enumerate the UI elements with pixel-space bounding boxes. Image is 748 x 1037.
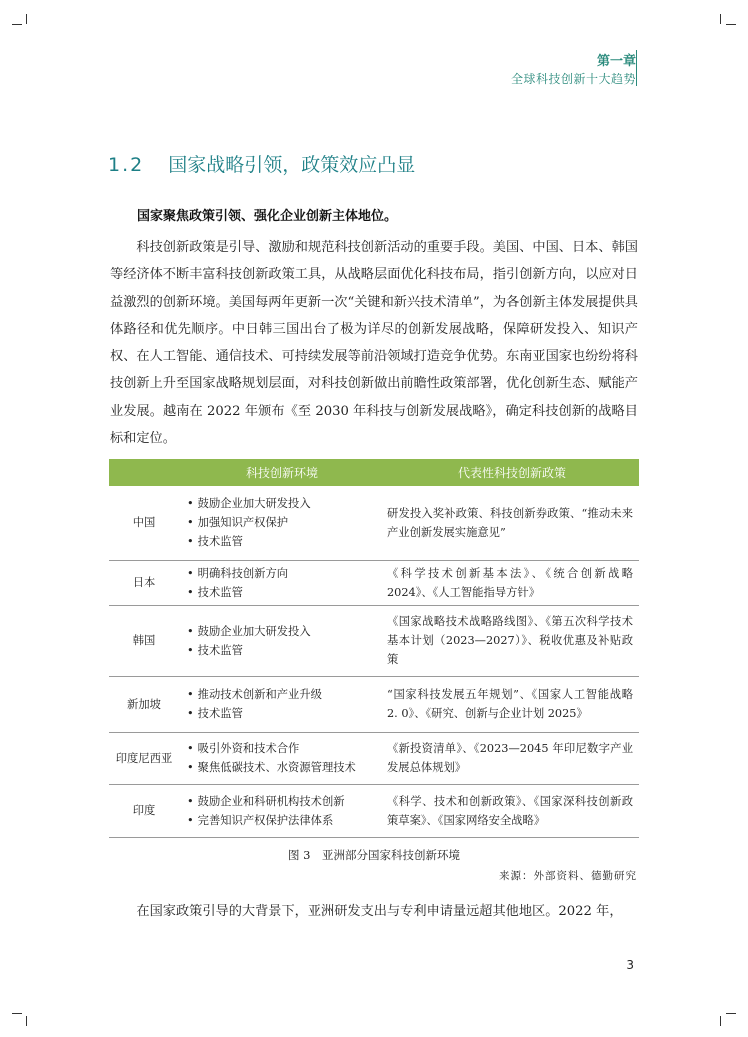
policy-cell: 《科学、技术和创新政策》、《国家深科技创新政策草案》、《国家网络安全战略》: [385, 784, 639, 837]
table-header-country: [109, 459, 179, 486]
policy-table: [109, 459, 639, 838]
environment-cell: [179, 486, 385, 560]
country-cell: 印度尼西亚: [109, 732, 179, 784]
section-heading: [108, 150, 415, 177]
crop-mark-bottom-left-v: [26, 1016, 27, 1026]
table-row: [109, 486, 639, 560]
running-header-subtitle: 全球科技创新十大趋势: [510, 72, 636, 86]
environment-item: • 推动技术创新和产业升级: [187, 685, 385, 704]
country-cell: 新加坡: [109, 676, 179, 732]
section-number: 1.2: [108, 154, 145, 176]
crop-mark-bottom-right-v: [720, 1016, 721, 1026]
environment-item: • 技术监管: [187, 583, 385, 602]
environment-item: • 技术监管: [187, 532, 385, 551]
figure-source: 来源：外部资料、德勤研究: [499, 870, 637, 882]
country-cell: 日本: [109, 560, 179, 605]
environment-cell: [179, 605, 385, 676]
table-row: [109, 605, 639, 676]
policy-cell: 《科学技术创新基本法》、《统合创新战略 2024》、《人工智能指导方针》: [385, 560, 639, 605]
policy-cell: 《新投资清单》、《2023—2045 年印尼数字产业发展总体规划》: [385, 732, 639, 784]
table-header-policy: 代表性科技创新政策: [385, 459, 639, 486]
table-row: [109, 732, 639, 784]
environment-item: • 鼓励企业加大研发投入: [187, 622, 385, 641]
environment-item: • 聚焦低碳技术、水资源管理技术: [187, 758, 385, 777]
crop-mark-top-right-h: [726, 24, 736, 25]
environment-item: • 明确科技创新方向: [187, 564, 385, 583]
table-header-environment: 科技创新环境: [179, 459, 385, 486]
figure-caption: 图 3 亚洲部分国家科技创新环境: [288, 848, 460, 862]
crop-mark-top-left-h: [12, 24, 22, 25]
table-row: [109, 560, 639, 605]
environment-cell: [179, 732, 385, 784]
crop-mark-top-right-v: [720, 14, 721, 24]
policy-cell: “国家科技发展五年规划”、《国家人工智能战略 2. 0》、《研究、创新与企业计划 2025》: [385, 676, 639, 732]
policy-cell: 《国家战略技术战略路线图》、《第五次科学技术基本计划（2023—2027）》、税收优惠及补贴政策: [385, 605, 639, 676]
environment-item: • 吸引外资和技术合作: [187, 739, 385, 758]
body-paragraph: 科技创新政策是引导、激励和规范科技创新活动的重要手段。美国、中国、日本、韩国等经济体不断丰富科技创新政策工具，从战略层面优化科技布局，指引创新方向，以应对日益激烈的创新环境。美国每两年更新一次“关键和新兴技术清单”，为各创新主体发展提供具体路径和优先顺序。中日韩三国出台了极为详尽的创新发展战略，保障研发投入、知识产权、在人工智能、通信技术、可持续发展等前沿领域打造竞争优势。东南亚国家也纷纷将科技创新上升至国家战略规划层面，对科技创新做出前瞻性政策部署，优化创新生态、赋能产业发展。越南在 2022 年颁布《至 2030 年科技与创新发展战略》，确定科技创新的战略目标和定位。: [110, 240, 638, 447]
header-divider: [636, 50, 637, 86]
policy-cell: 研发投入奖补政策、科技创新券政策、“推动未来产业创新发展实施意见”: [385, 486, 639, 560]
table-row: [109, 784, 639, 837]
table-header-row: [109, 459, 639, 486]
continuation-paragraph: 在国家政策引导的大背景下，亚洲研发支出与专利申请量远超其他地区。2022 年，: [136, 904, 623, 919]
country-cell: 韩国: [109, 605, 179, 676]
section-title: 国家战略引领，政策效应凸显: [168, 154, 416, 176]
running-header-chapter: 第一章: [596, 54, 636, 69]
environment-cell: [179, 676, 385, 732]
paragraph-subheading: 国家聚焦政策引领、强化企业创新主体地位。: [137, 209, 398, 224]
environment-item: • 鼓励企业和科研机构技术创新: [187, 792, 385, 811]
environment-item: • 技术监管: [187, 704, 385, 723]
country-cell: 中国: [109, 486, 179, 560]
crop-mark-bottom-left-h: [12, 1013, 22, 1014]
country-cell: 印度: [109, 784, 179, 837]
environment-item: • 完善知识产权保护法律体系: [187, 811, 385, 830]
environment-cell: [179, 784, 385, 837]
environment-item: • 加强知识产权保护: [187, 513, 385, 532]
table-row: [109, 676, 639, 732]
page-number: 3: [626, 958, 634, 972]
crop-mark-top-left-v: [26, 14, 27, 24]
crop-mark-bottom-right-h: [726, 1013, 736, 1014]
environment-cell: [179, 560, 385, 605]
environment-item: • 鼓励企业加大研发投入: [187, 494, 385, 513]
environment-item: • 技术监管: [187, 641, 385, 660]
